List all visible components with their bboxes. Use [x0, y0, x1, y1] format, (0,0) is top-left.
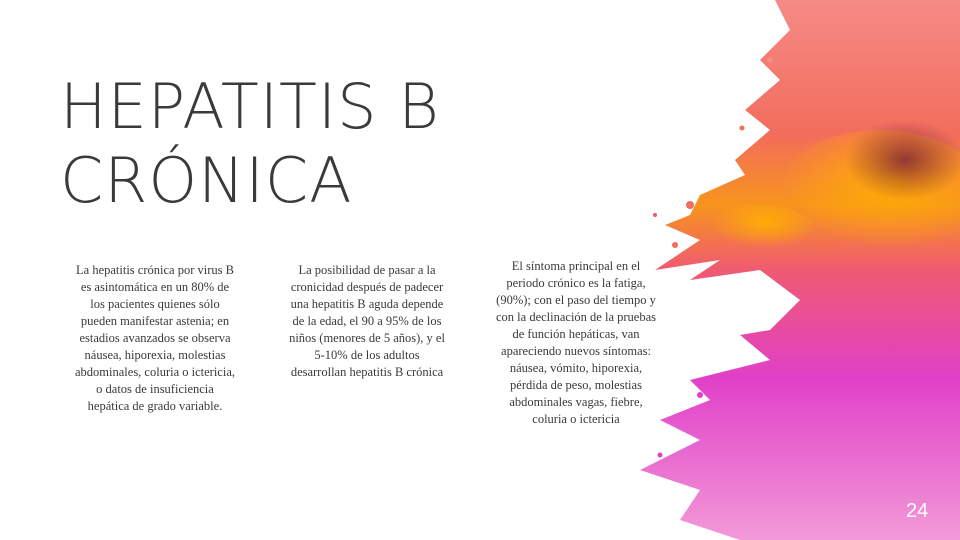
page-title: [60, 70, 440, 218]
text-column-2: La posibilidad de pasar a la cronicidad después de padecer una hepatitis B aguda depende de la edad, el 90 a 95% de los niños (menores de 5 años), y el 5-10% de los adultos desarrollan hepatitis B crónica: [289, 263, 445, 379]
title-line-2: CRÓNICA: [60, 144, 353, 217]
page-number: 24: [906, 500, 929, 522]
title-line-1: HEPATITIS B: [60, 70, 440, 143]
text-column-1: La hepatitis crónica por virus B es asintomática en un 80% de los pacientes quienes sólo pueden manifestar astenia; en estadios avanzados se observa náusea, hiporexia, molestias abdominales, coluria o ictericia, o datos de insuficiencia hepática de grado variable.: [75, 263, 236, 413]
text-column-3: El síntoma principal en el periodo crónico es la fatiga, (90%); con el paso del tiempo y con la declinación de la pruebas de función hepáticas, van apareciendo nuevos síntomas: náusea, vómito, hiporexia, pérdida de peso, molestias abdominales vagas, fiebre, coluria o ictericia: [496, 259, 656, 426]
